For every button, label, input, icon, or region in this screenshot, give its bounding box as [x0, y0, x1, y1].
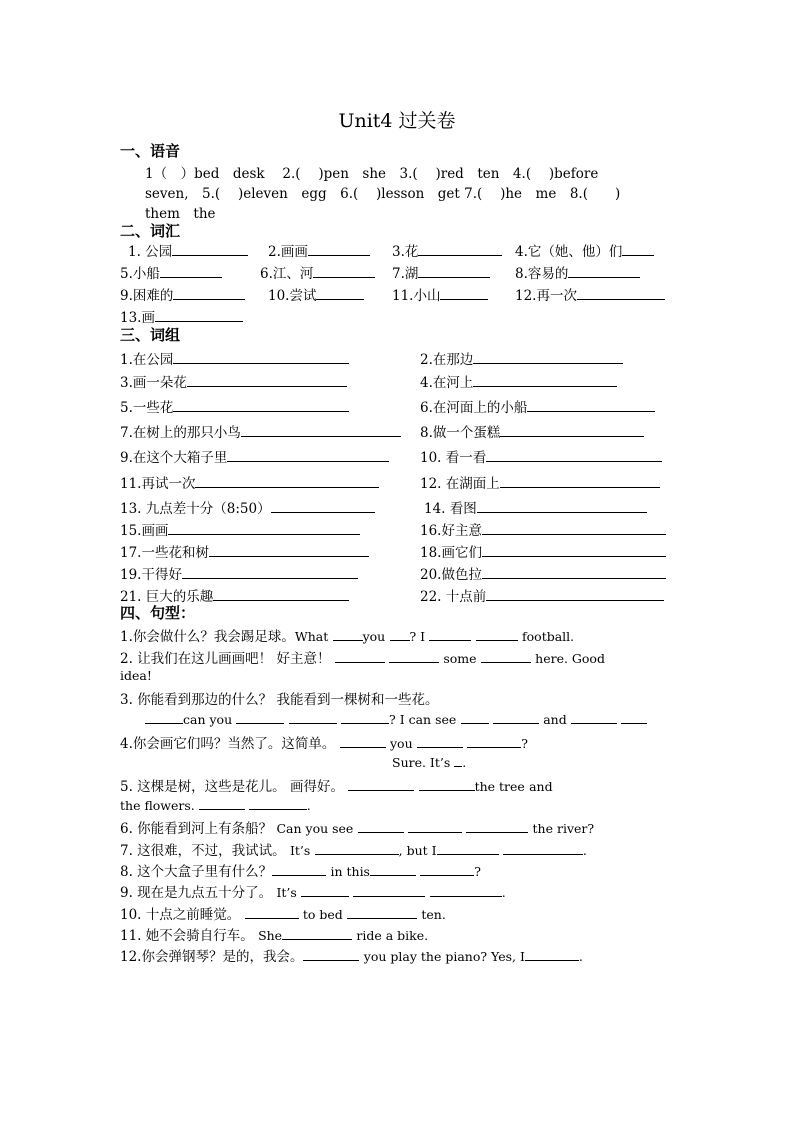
- answer-blank[interactable]: [577, 286, 665, 300]
- answer-blank[interactable]: [467, 734, 521, 748]
- answer-blank[interactable]: [440, 286, 488, 300]
- answer-blank[interactable]: [482, 543, 666, 557]
- answer-blank[interactable]: [209, 543, 369, 557]
- section-heading-phonics: 一、语音: [120, 142, 181, 160]
- answer-blank[interactable]: [282, 926, 352, 940]
- sentence-item-3: 3. 你能看到那边的什么？ 我能看到一棵树和一些花。: [120, 692, 439, 708]
- answer-blank[interactable]: [621, 710, 647, 724]
- answer-blank[interactable]: [571, 710, 617, 724]
- answer-blank[interactable]: [419, 777, 475, 791]
- answer-blank[interactable]: [236, 710, 284, 724]
- answer-blank[interactable]: [172, 242, 248, 256]
- phrase-item: 20.做色拉: [420, 563, 666, 583]
- vocab-item: 1. 公园: [128, 240, 248, 260]
- phrase-item: 3.画一朵花: [120, 371, 347, 391]
- section-heading-phrases: 三、词组: [120, 326, 181, 344]
- answer-blank[interactable]: [418, 242, 502, 256]
- sentence-item-5: 5. 这棵是树，这些是花儿。 画得好。 the tree and: [120, 779, 553, 795]
- answer-blank[interactable]: [476, 627, 518, 641]
- answer-blank[interactable]: [173, 286, 245, 300]
- phrase-item: 17.一些花和树: [120, 541, 369, 561]
- phrase-item: 13. 九点差十分（8:50）: [120, 497, 375, 517]
- vocab-item: 10.尝试: [268, 284, 364, 304]
- phrase-item: 7.在树上的那只小鸟: [120, 421, 401, 441]
- answer-blank[interactable]: [340, 734, 386, 748]
- answer-blank[interactable]: [437, 841, 499, 855]
- answer-blank[interactable]: [271, 499, 375, 513]
- vocab-item: 5.小船: [120, 262, 222, 282]
- phonics-line-1: 1（ ）bed desk 2.( )pen she 3.( )red ten 4.( )before: [145, 166, 599, 182]
- answer-blank[interactable]: [477, 499, 647, 513]
- answer-blank[interactable]: [155, 308, 243, 322]
- vocab-item: 13.画: [120, 306, 243, 326]
- answer-blank[interactable]: [272, 862, 326, 876]
- answer-blank[interactable]: [313, 264, 375, 278]
- vocab-item: 12.再一次: [515, 284, 665, 304]
- phrase-item: 19.干得好: [120, 563, 358, 583]
- sentence-item-1: 1.你会做什么？我会踢足球。What you ? I football.: [120, 629, 575, 645]
- answer-blank[interactable]: [227, 448, 389, 462]
- answer-blank[interactable]: [213, 587, 349, 601]
- phrase-item: 15.画画: [120, 519, 360, 539]
- answer-blank[interactable]: [333, 627, 363, 641]
- phrase-item: 5.一些花: [120, 396, 349, 416]
- phrase-item: 12. 在湖面上: [420, 472, 660, 492]
- answer-blank[interactable]: [420, 862, 474, 876]
- sentence-item-2-continued: idea!: [120, 668, 152, 683]
- answer-blank[interactable]: [341, 710, 389, 724]
- phrase-item: 6.在河面上的小船: [420, 396, 655, 416]
- phrase-item: 11.再试一次: [120, 472, 379, 492]
- sentence-item-3-answer: can you ? I can see and: [145, 710, 647, 728]
- answer-blank[interactable]: [353, 883, 425, 897]
- phrase-item: 10. 看一看: [420, 446, 662, 466]
- answer-blank[interactable]: [527, 398, 655, 412]
- phrase-item: 4.在河上: [420, 371, 617, 391]
- answer-blank[interactable]: [187, 373, 347, 387]
- sentence-item-4-reply: Sure. It’s .: [392, 755, 467, 770]
- answer-blank[interactable]: [417, 734, 463, 748]
- answer-blank[interactable]: [622, 242, 654, 256]
- section-heading-vocabulary: 二、词汇: [120, 222, 181, 240]
- answer-blank[interactable]: [241, 423, 401, 437]
- answer-blank[interactable]: [473, 373, 617, 387]
- answer-blank[interactable]: [568, 264, 640, 278]
- phrase-item: 1.在公园: [120, 348, 349, 368]
- answer-blank[interactable]: [249, 796, 307, 810]
- answer-blank[interactable]: [482, 521, 666, 535]
- answer-blank[interactable]: [289, 710, 337, 724]
- phrase-item: 22. 十点前: [420, 585, 664, 605]
- answer-blank[interactable]: [481, 649, 531, 663]
- answer-blank[interactable]: [199, 796, 245, 810]
- answer-blank[interactable]: [315, 841, 399, 855]
- answer-blank[interactable]: [182, 565, 358, 579]
- answer-blank[interactable]: [308, 242, 370, 256]
- vocab-item: 4.它（她、他）们: [515, 240, 654, 260]
- vocab-item: 7.湖: [392, 262, 490, 282]
- answer-blank[interactable]: [370, 862, 416, 876]
- answer-blank[interactable]: [486, 587, 664, 601]
- answer-blank[interactable]: [503, 841, 583, 855]
- answer-blank[interactable]: [466, 819, 528, 833]
- answer-blank[interactable]: [245, 905, 299, 919]
- answer-blank[interactable]: [408, 819, 462, 833]
- answer-blank[interactable]: [168, 521, 360, 535]
- phrase-item: 18.画它们: [420, 541, 666, 561]
- phrase-item: 16.好主意: [420, 519, 666, 539]
- phrase-item: 21. 巨大的乐趣: [120, 585, 349, 605]
- sentence-item-4: 4.你会画它们吗？当然了。这简单。 you ?: [120, 736, 528, 752]
- answer-blank[interactable]: [173, 398, 349, 412]
- answer-blank[interactable]: [173, 350, 349, 364]
- sentence-item-11: 11. 她不会骑自行车。 She ride a bike.: [120, 928, 429, 944]
- answer-blank[interactable]: [482, 565, 666, 579]
- vocab-item: 11.小山: [392, 284, 488, 304]
- answer-blank[interactable]: [500, 423, 644, 437]
- answer-blank[interactable]: [389, 649, 439, 663]
- vocab-item: 9.困难的: [120, 284, 245, 304]
- answer-blank[interactable]: [303, 947, 359, 961]
- answer-blank[interactable]: [316, 286, 364, 300]
- answer-blank[interactable]: [348, 777, 414, 791]
- answer-blank[interactable]: [145, 710, 183, 724]
- page-title: Unit4 过关卷: [338, 110, 456, 132]
- sentence-item-7: 7. 这很难，不过，我试试。 It’s , but I .: [120, 843, 587, 859]
- answer-blank[interactable]: [347, 905, 417, 919]
- phonics-line-2: seven, 5.( )eleven egg 6.( )lesson get 7.( )he me 8.( ): [145, 186, 621, 202]
- answer-blank[interactable]: [358, 819, 404, 833]
- answer-blank[interactable]: [429, 627, 471, 641]
- sentence-item-6: 6. 你能看到河上有条船？ Can you see the river?: [120, 821, 595, 837]
- answer-blank[interactable]: [493, 710, 539, 724]
- answer-blank[interactable]: [160, 264, 222, 278]
- phrase-item: 14. 看图: [424, 497, 647, 517]
- answer-blank[interactable]: [301, 883, 349, 897]
- answer-blank[interactable]: [418, 264, 490, 278]
- answer-blank[interactable]: [486, 448, 662, 462]
- vocab-item: 6.江、河: [260, 262, 375, 282]
- section-heading-sentences: 四、句型：: [120, 604, 196, 622]
- vocab-item: 8.容易的: [515, 262, 640, 282]
- sentence-item-10: 10. 十点之前睡觉。 to bed ten.: [120, 907, 446, 923]
- answer-blank[interactable]: [500, 474, 660, 488]
- sentence-item-9: 9. 现在是九点五十分了。 It’s .: [120, 885, 506, 901]
- answer-blank[interactable]: [525, 947, 579, 961]
- phrase-item: 8.做一个蛋糕: [420, 421, 644, 441]
- sentence-item-8: 8. 这个大盒子里有什么？ in this ?: [120, 864, 481, 880]
- answer-blank[interactable]: [430, 883, 502, 897]
- answer-blank[interactable]: [390, 627, 410, 641]
- sentence-item-5-continued: the flowers. .: [120, 798, 311, 813]
- answer-blank[interactable]: [335, 649, 385, 663]
- sentence-item-2: 2. 让我们在这儿画画吧！ 好主意！ some here. Good: [120, 651, 605, 667]
- phrase-item: 2.在那边: [420, 348, 623, 368]
- answer-blank[interactable]: [473, 350, 623, 364]
- sentence-item-12: 12.你会弹钢琴？是的，我会。 you play the piano? Yes, I .: [120, 949, 583, 965]
- vocab-item: 2.画画: [268, 240, 370, 260]
- phrase-item: 9.在这个大箱子里: [120, 446, 389, 466]
- vocab-item: 3.花: [392, 240, 502, 260]
- answer-blank[interactable]: [461, 710, 489, 724]
- answer-blank[interactable]: [195, 474, 379, 488]
- phonics-line-3: them the: [145, 206, 216, 222]
